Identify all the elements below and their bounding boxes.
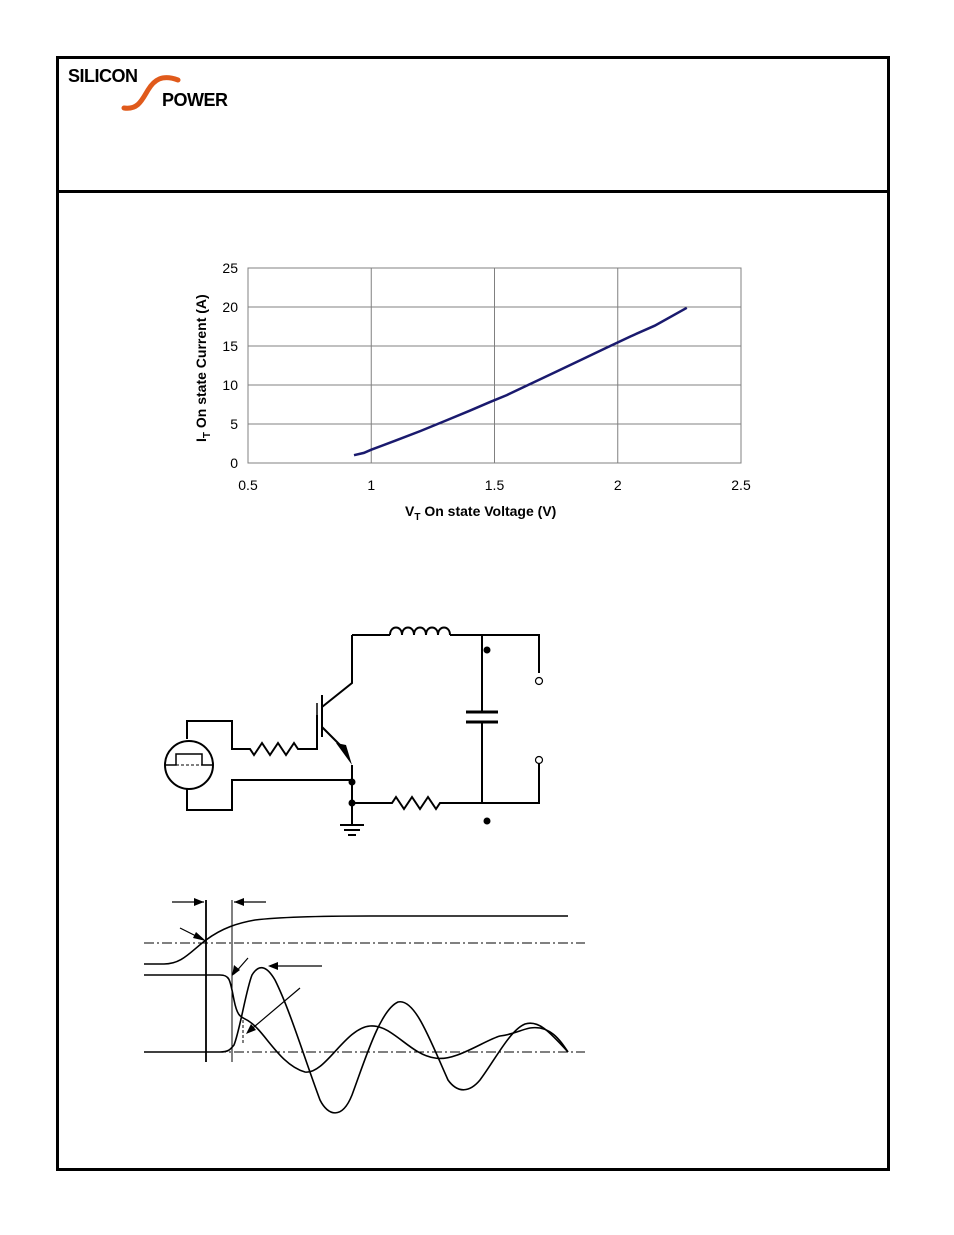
top-wire-right: [450, 635, 539, 673]
node-dot: [349, 800, 356, 807]
x-tick-label: 2: [613, 477, 622, 493]
x-axis-label: $V_T$ On state Voltage (V): [405, 503, 557, 523]
voltage-trace: [144, 968, 568, 1113]
terminal-open-bottom: [536, 757, 543, 764]
terminal-open-top: [536, 678, 543, 685]
arrowhead-icon: [193, 932, 206, 941]
y-tick-label: 5: [230, 416, 238, 432]
arrowhead-icon: [268, 962, 278, 970]
bottom-wire-resistor: [352, 763, 539, 809]
y-tick-labels: [222, 260, 238, 471]
arrow-pointer-4: [248, 988, 300, 1032]
pulse-generator: [165, 741, 213, 789]
y-tick-label: 10: [222, 377, 238, 393]
logo-top-text: SILICON: [68, 66, 138, 86]
chart-grid: [248, 268, 741, 463]
node-dot: [349, 779, 356, 786]
y-axis-label: $I_T$ On state Current (A): [193, 294, 213, 442]
ground-symbol: [340, 825, 364, 835]
header-divider: [56, 190, 890, 193]
arrowhead-icon: [234, 898, 244, 906]
y-tick-label: 15: [222, 338, 238, 354]
switching-waveform-diagram: [130, 880, 600, 1130]
x-tick-label: 1: [367, 477, 376, 493]
test-circuit-diagram: [150, 615, 570, 845]
gate-voltage-trace: [144, 916, 568, 964]
arrowhead-icon: [232, 965, 240, 976]
current-trace: [144, 975, 568, 1072]
y-tick-label: 20: [222, 299, 238, 315]
arrowhead-icon: [194, 898, 204, 906]
x-tick-label: 2.5: [731, 477, 751, 493]
polarity-dot: [484, 647, 491, 654]
on-state-chart: [180, 250, 780, 535]
y-tick-label: 0: [230, 455, 238, 471]
polarity-dot: [484, 818, 491, 825]
emitter-arrow-icon: [336, 743, 352, 765]
inductor-symbol: [390, 628, 450, 636]
return-wire: [187, 780, 352, 810]
series-line: [354, 308, 687, 455]
collector-lead: [322, 635, 352, 707]
x-tick-labels: [238, 477, 751, 493]
y-tick-label: 25: [222, 260, 238, 276]
x-tick-label: 0.5: [238, 477, 258, 493]
logo-bottom-text: POWER: [162, 90, 228, 110]
silicon-power-logo: [68, 64, 243, 116]
x-tick-label: 1.5: [484, 477, 505, 493]
